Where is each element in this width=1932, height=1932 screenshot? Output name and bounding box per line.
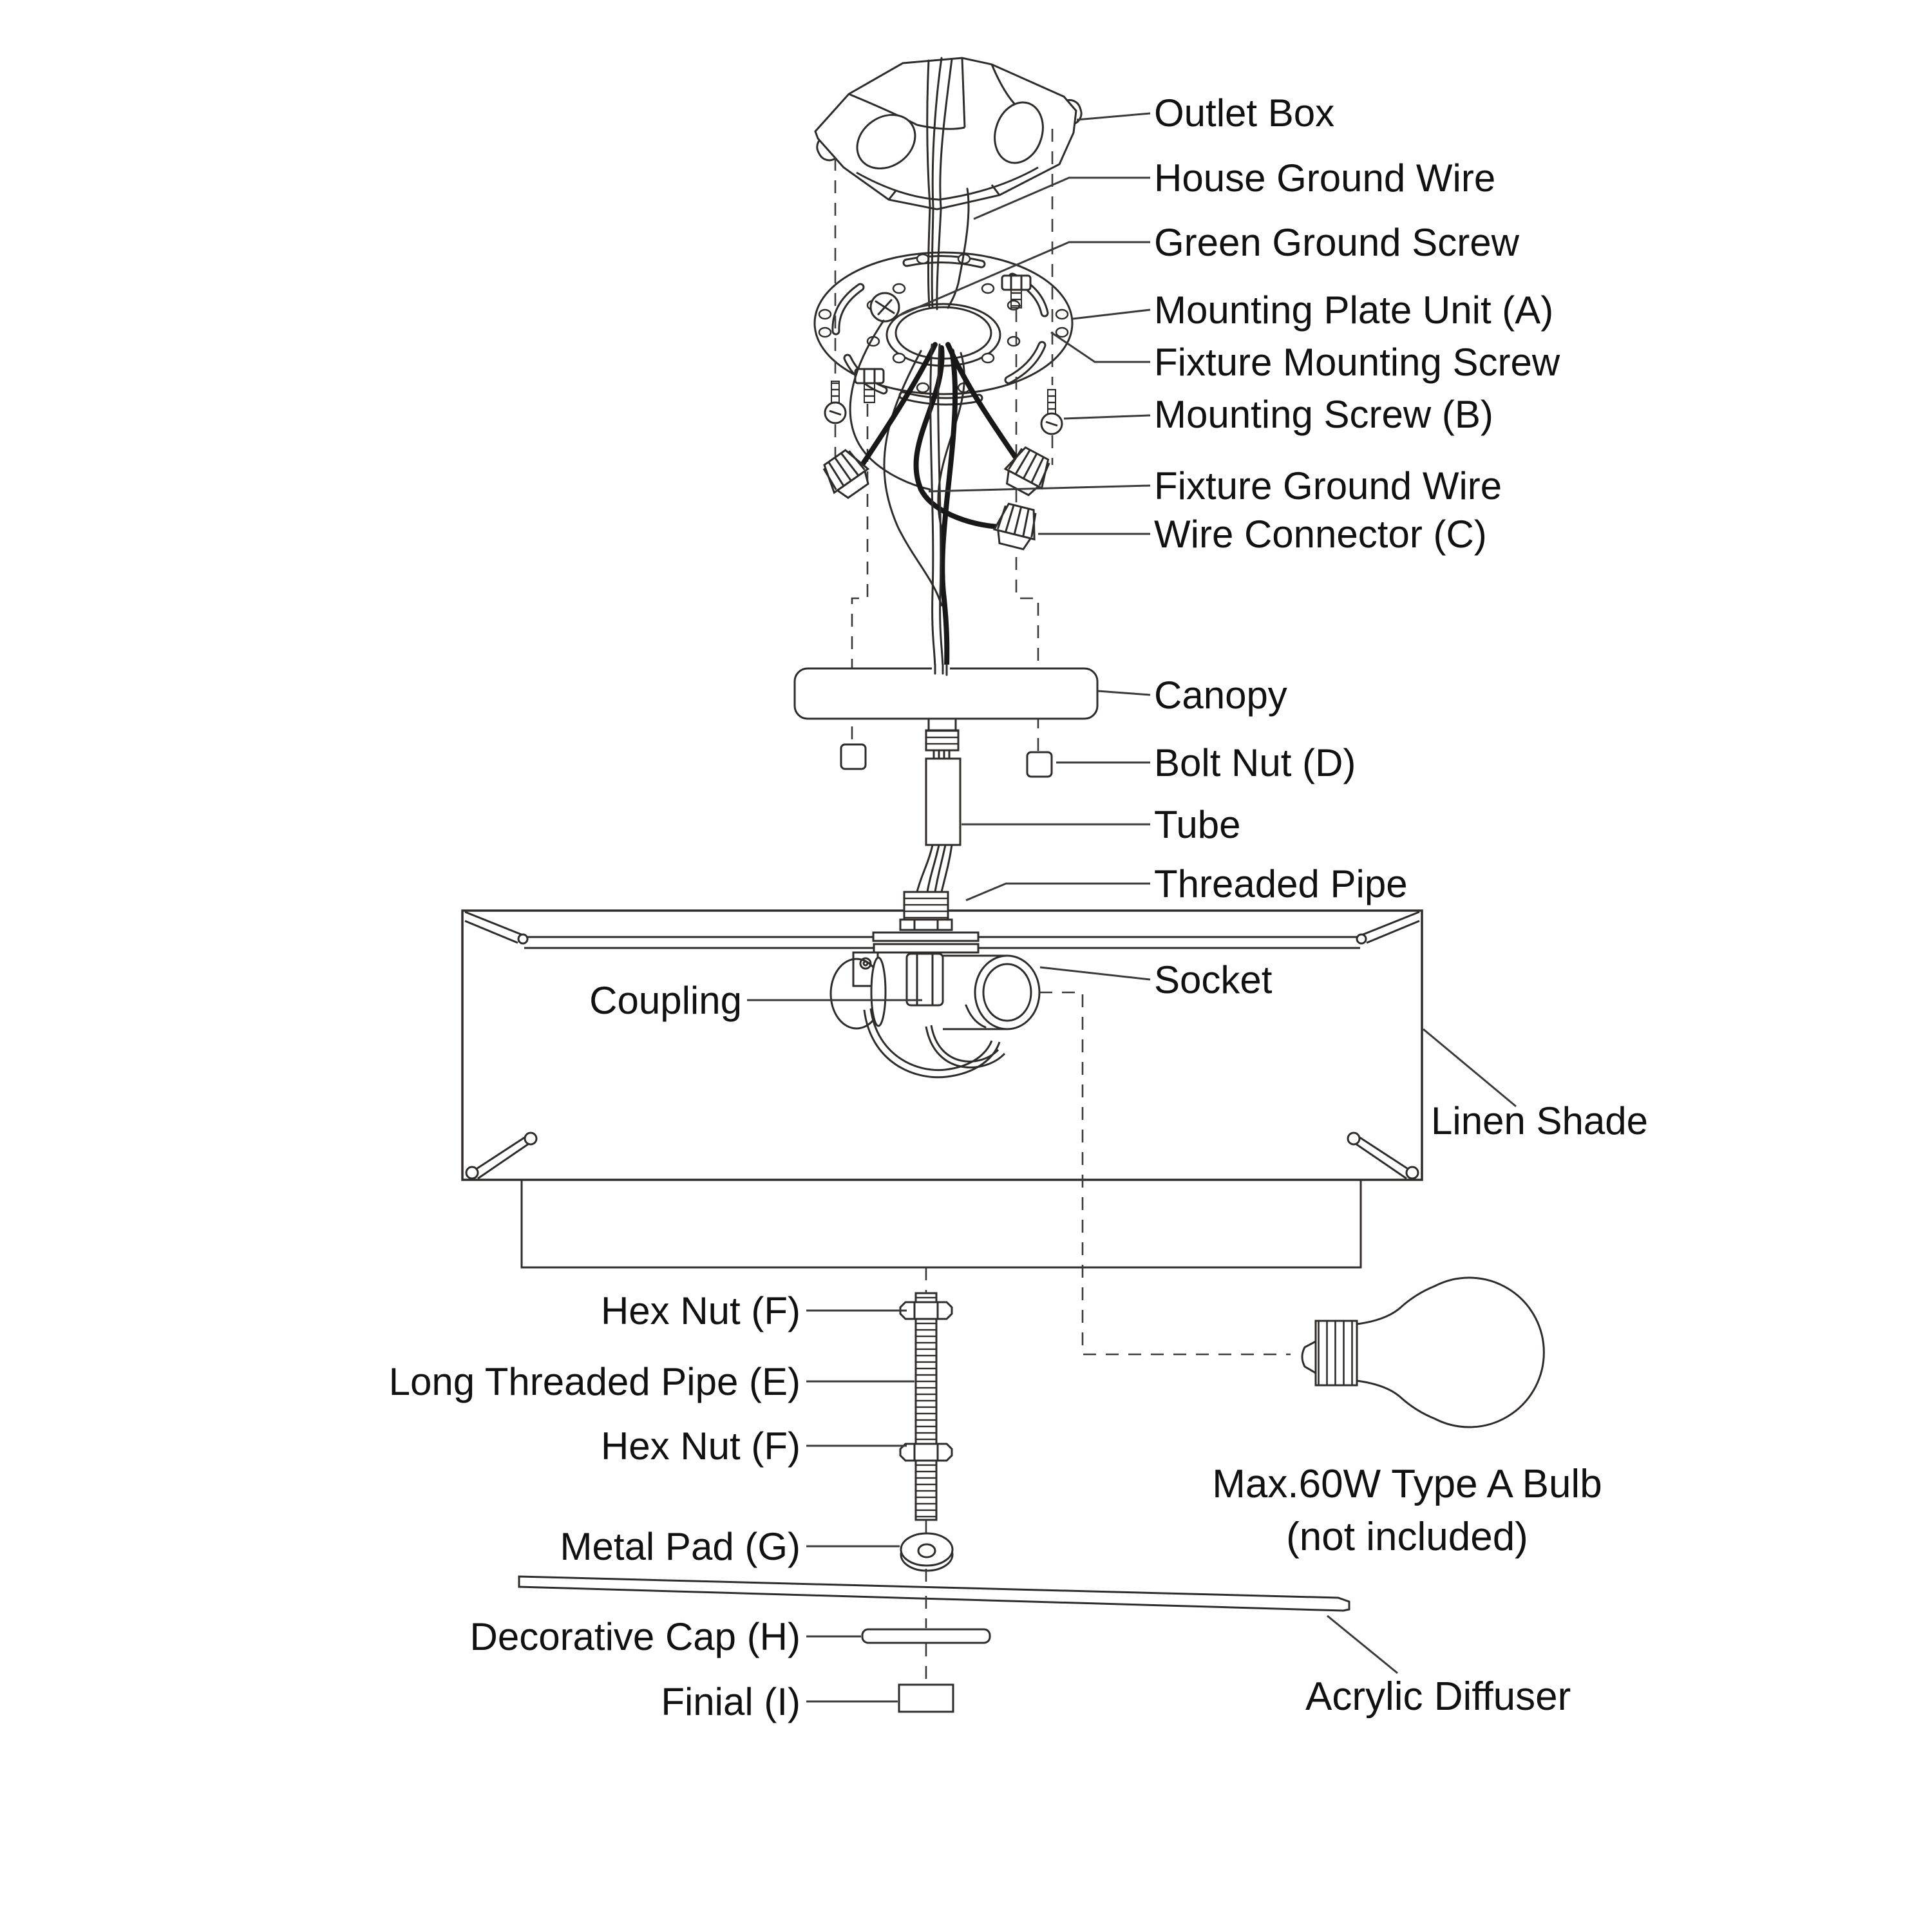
canopy-drawing bbox=[795, 665, 1097, 719]
label-hex-nut-f-top: Hex Nut (F) bbox=[600, 1289, 800, 1332]
label-bulb-note-line2: (not included) bbox=[1286, 1515, 1528, 1559]
label-outlet-box: Outlet Box bbox=[1154, 91, 1335, 135]
label-hex-nut-f-bottom: Hex Nut (F) bbox=[600, 1425, 800, 1468]
metal-pad-drawing bbox=[901, 1533, 952, 1571]
label-metal-pad-g: Metal Pad (G) bbox=[560, 1525, 800, 1568]
label-tube: Tube bbox=[1154, 803, 1241, 846]
label-fixture-ground-wire: Fixture Ground Wire bbox=[1154, 464, 1502, 507]
label-green-ground-screw: Green Ground Screw bbox=[1154, 221, 1519, 264]
label-mounting-screw-b: Mounting Screw (B) bbox=[1154, 393, 1493, 436]
label-threaded-pipe: Threaded Pipe bbox=[1154, 862, 1408, 905]
label-acrylic-diffuser: Acrylic Diffuser bbox=[1305, 1674, 1571, 1719]
label-socket: Socket bbox=[1154, 958, 1273, 1001]
label-bulb-note-line1: Max.60W Type A Bulb bbox=[1212, 1462, 1602, 1506]
label-finial-i: Finial (I) bbox=[661, 1680, 800, 1723]
label-decorative-cap-h: Decorative Cap (H) bbox=[469, 1615, 800, 1658]
decorative-cap-drawing bbox=[862, 1629, 990, 1643]
threaded-pipe-drawing bbox=[904, 892, 948, 920]
label-coupling: Coupling bbox=[589, 979, 742, 1022]
label-mounting-plate-unit: Mounting Plate Unit (A) bbox=[1154, 289, 1554, 332]
label-long-threaded-pipe-e: Long Threaded Pipe (E) bbox=[388, 1360, 800, 1403]
long-threaded-pipe-drawing bbox=[916, 1293, 936, 1520]
label-linen-shade: Linen Shade bbox=[1431, 1099, 1648, 1142]
label-canopy: Canopy bbox=[1154, 674, 1287, 717]
finial-drawing bbox=[899, 1685, 953, 1712]
label-house-ground-wire: House Ground Wire bbox=[1154, 156, 1496, 200]
hex-nut-bottom-drawing bbox=[900, 1444, 952, 1461]
label-bolt-nut-d: Bolt Nut (D) bbox=[1154, 741, 1356, 784]
green-ground-screw-drawing bbox=[871, 293, 899, 321]
coupling-drawing bbox=[907, 954, 943, 1005]
socket-opening bbox=[975, 956, 1039, 1029]
label-fixture-mounting-screw: Fixture Mounting Screw bbox=[1154, 341, 1560, 384]
label-wire-connector-c: Wire Connector (C) bbox=[1154, 513, 1487, 556]
hex-nut-top-drawing bbox=[900, 1302, 952, 1319]
